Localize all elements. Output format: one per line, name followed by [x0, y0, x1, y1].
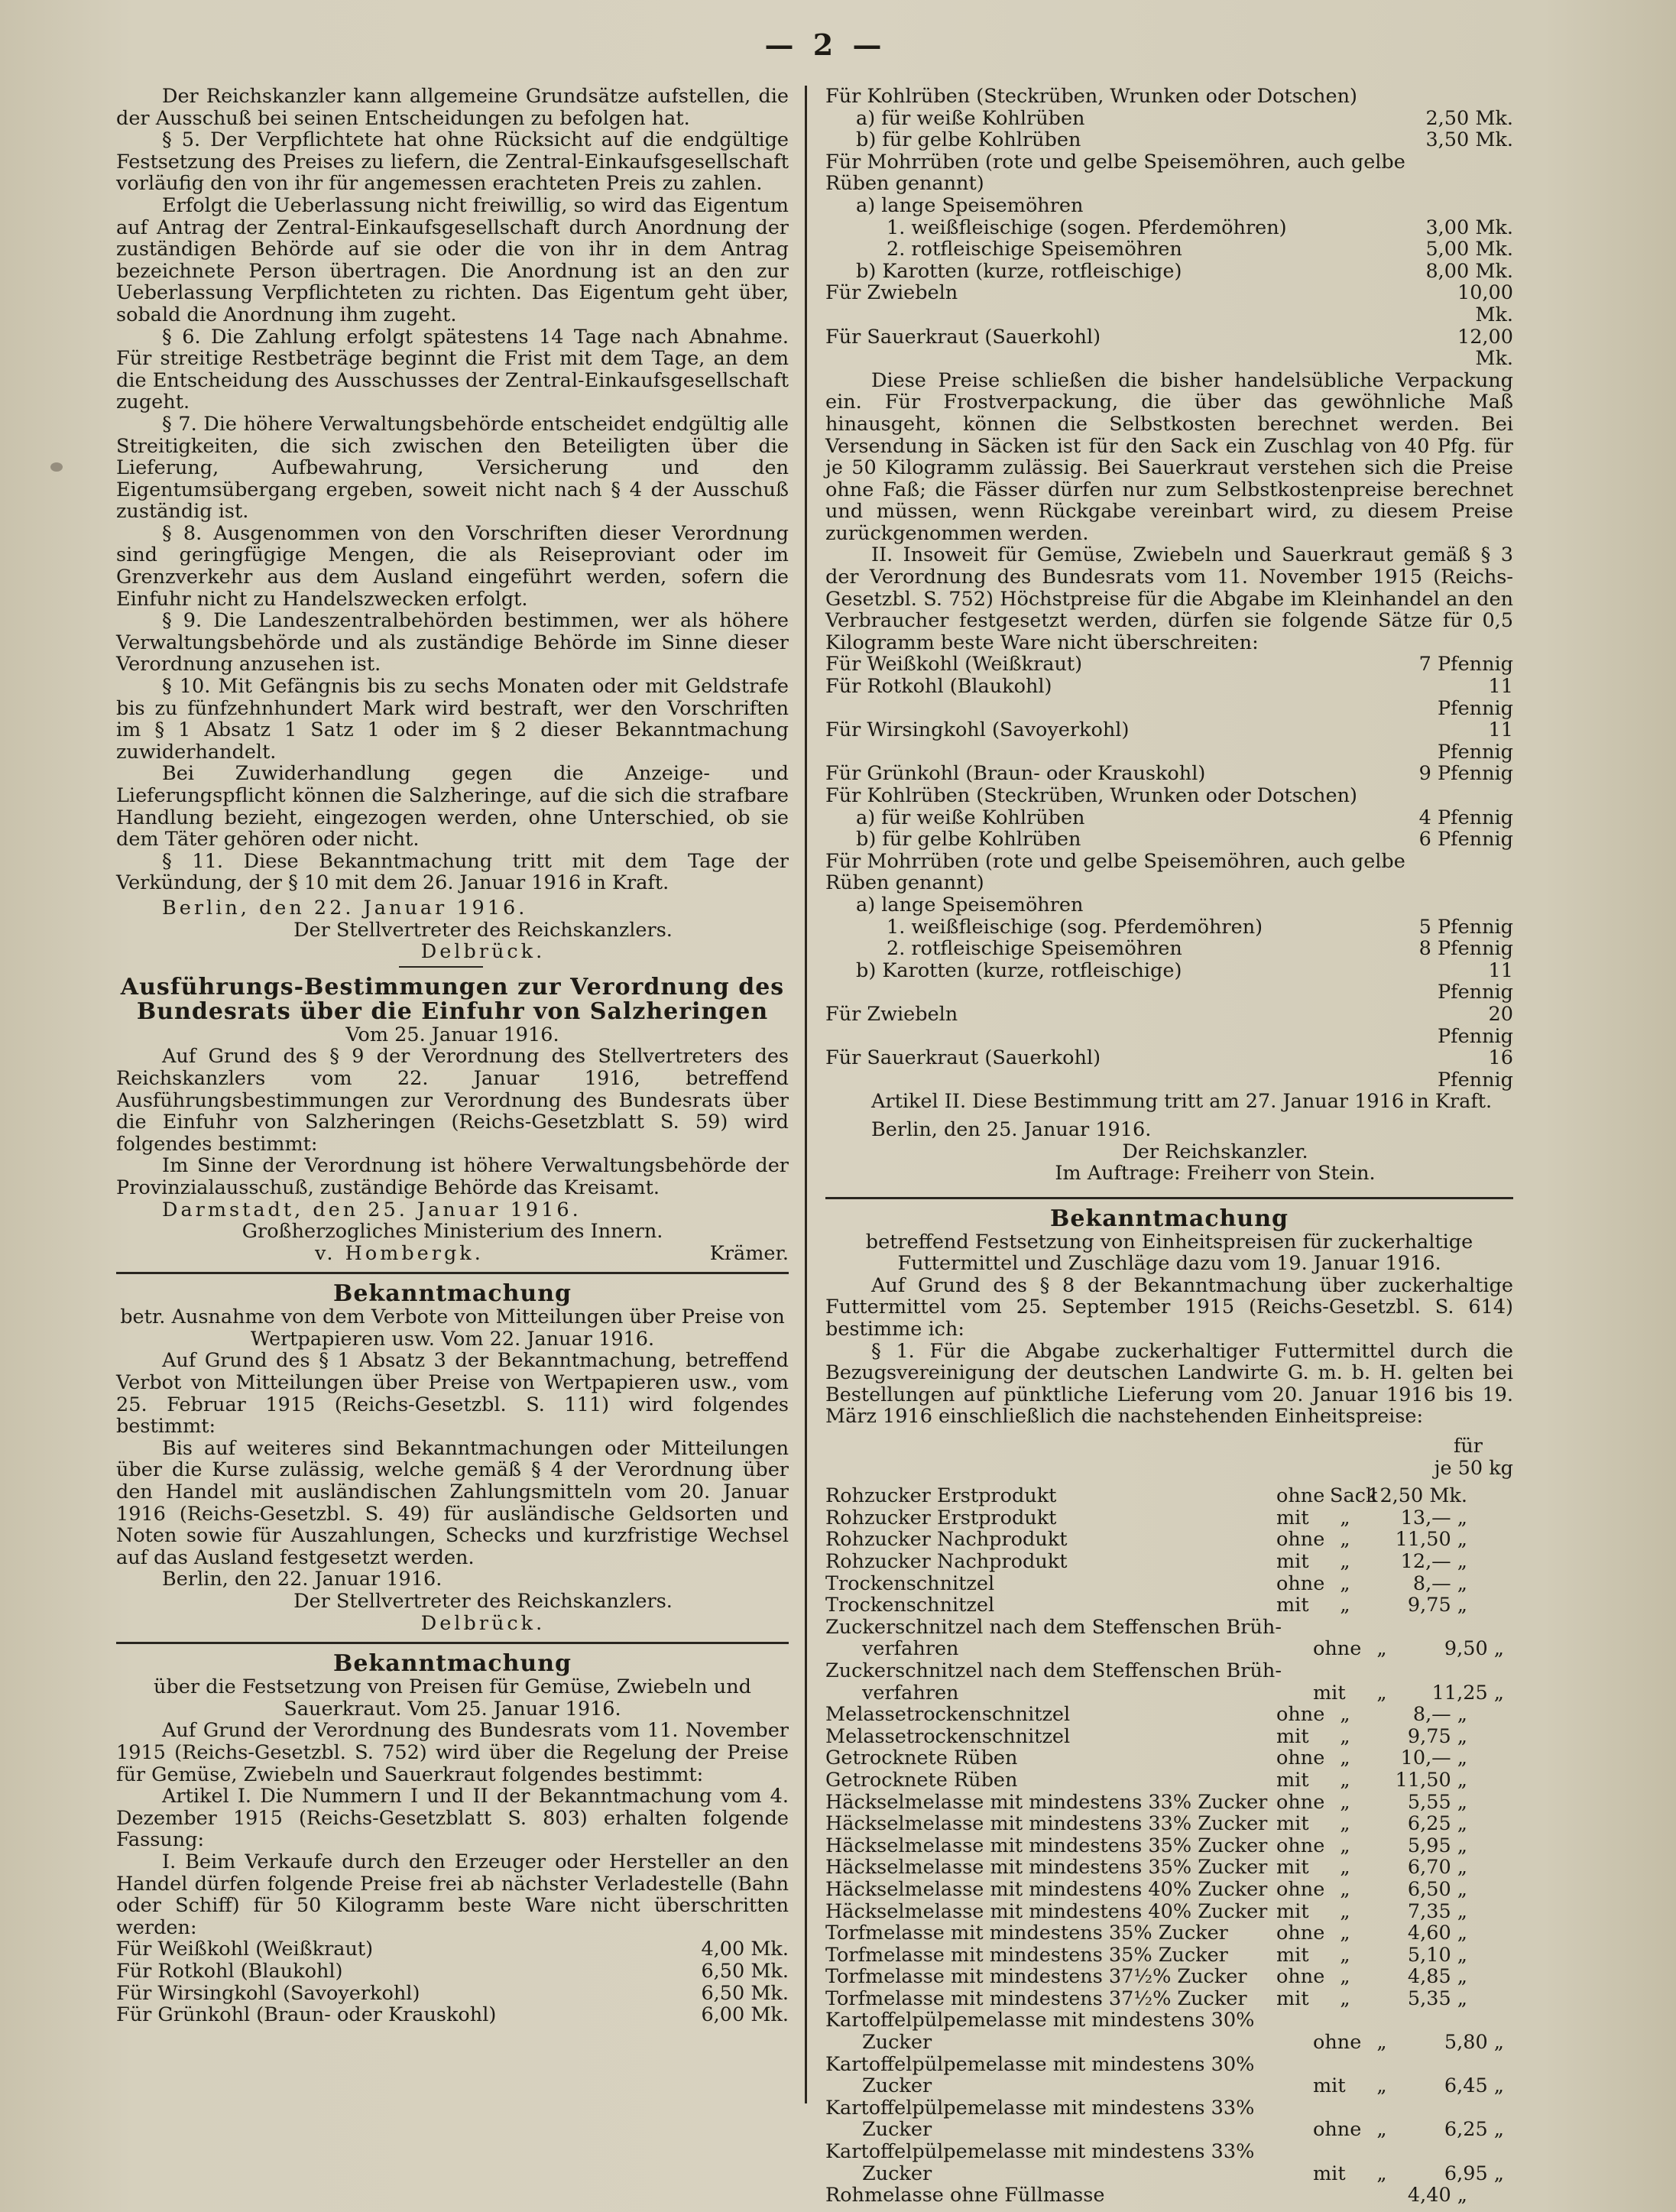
table-row [825, 1922, 1513, 1944]
table-cell-unit: „ [1340, 1856, 1350, 1880]
table-cell-price: 4,85 „ [1407, 1965, 1467, 1989]
table-cell-mode: mit [1276, 1943, 1309, 1967]
price-label: 1. weißfleischige (sog. Pferdemöhren) [887, 915, 1263, 939]
signature-role: Der Stellvertreter des Reichskanzlers. [293, 1590, 673, 1613]
price-value: 3,50 Mk. [1425, 128, 1513, 152]
table-cell-mode: mit [1276, 1899, 1309, 1923]
price-label: Für Zwiebeln [825, 281, 958, 305]
price-label: a) für weiße Kohlrüben [856, 106, 1085, 130]
table-cell-label: Melassetrockenschnitzel [825, 1724, 1071, 1748]
table-row [825, 1944, 1513, 1967]
paragraph: § 10. Mit Gefängnis bis zu sechs Monaten oder mit Geldstrafe bis zu fünfzehnhundert Mark wird bestraft, wer den Vorschriften im § 1 Absatz 1 Satz 1 oder im § 2 dieser Bekanntmachung zuwiderhandelt. [116, 675, 789, 764]
table-row [825, 1660, 1513, 1704]
table-cell-unit: „ [1340, 1550, 1350, 1573]
price-value: 11 Pfennig [1437, 958, 1513, 1004]
price-value: 20 Pfennig [1437, 1002, 1513, 1048]
price-row [825, 282, 1513, 326]
price-value: 10,00 Mk. [1457, 281, 1513, 326]
section-title-wertpapiere: Bekanntmachung [332, 1280, 572, 1308]
price-row [825, 217, 1513, 239]
table-cell-mode: ohne [1276, 1747, 1325, 1770]
table-cell-label: Melassetrockenschnitzel [825, 1703, 1071, 1727]
table-cell-label: Rohmelasse ohne Füllmasse [825, 2184, 1105, 2207]
table-cell-mode: ohne [1276, 1922, 1325, 1945]
price-label: 1. weißfleischige (sogen. Pferdemöhren) [887, 216, 1287, 239]
table-row [825, 1901, 1513, 1923]
price-row [825, 238, 1513, 261]
price-label: b) für gelbe Kohlrüben [856, 128, 1081, 152]
price-label: Für Weißkohl (Weißkraut) [825, 653, 1083, 676]
short-separator [399, 966, 483, 968]
table-cell-mode: ohne [1276, 1703, 1325, 1727]
paragraph: I. Beim Verkaufe durch den Erzeuger oder Hersteller an den Handel dürfen folgende Preise frei ab nächster Verladestelle (Bahn oder Schiff) für 50 Kilogramm beste Ware nicht überschritten werden: [116, 1850, 789, 1939]
table-cell-label: Häckselmelasse mit mindestens 40% Zucker [825, 1899, 1268, 1923]
section-title-salzheringe: Ausführungs-Bestimmungen zur Verordnung des Bundesrats über die Einfuhr von Salzheringen [120, 973, 785, 1025]
table-cell-unit: Sack [1330, 1484, 1378, 1508]
price-label: Für Kohlrüben (Steckrüben, Wrunken oder Dotschen) [825, 784, 1357, 807]
signature-place: Berlin, den 22. Januar 1916. [162, 896, 528, 920]
table-cell-price: 6,95 „ [1444, 2162, 1504, 2185]
paragraph: § 11. Diese Bekanntmachung tritt mit dem Tage der Verkündung, der § 10 mit dem 26. Januar 1916 in Kraft. [116, 849, 789, 895]
table-cell-mode: ohne [1313, 1637, 1362, 1661]
table-cell-label: Kartoffelpülpemelasse mit mindestens 33% [825, 2140, 1255, 2164]
price-label: Für Mohrrüben (rote und gelbe Speisemöhren, auch gelbe Rüben genannt) [825, 150, 1405, 196]
price-label: Für Grünkohl (Braun- oder Krauskohl) [116, 2003, 497, 2027]
signature-place: Berlin, den 25. Januar 1916. [871, 1117, 1152, 1141]
table-cell-price: 13,— „ [1400, 1506, 1467, 1529]
column-divider [805, 86, 807, 2103]
table-cell-mode: mit [1313, 2162, 1346, 2185]
table-cell-price: 4,40 „ [1407, 2184, 1467, 2207]
right-column [825, 86, 1513, 2207]
table-cell-label: Häckselmelasse mit mindestens 33% Zucker [825, 1812, 1268, 1836]
table-cell-label: Häckselmelasse mit mindestens 35% Zucker [825, 1856, 1268, 1880]
signature-name: Delbrück. [420, 940, 546, 964]
section-title-gemuese: Bekanntmachung [332, 1650, 572, 1678]
table-row [825, 1507, 1513, 1529]
table-cell-label: Trockenschnitzel [825, 1594, 995, 1617]
price-list [116, 1938, 789, 2026]
price-value: 4,00 Mk. [701, 1938, 789, 1961]
price-value: 6,50 Mk. [701, 1959, 789, 1983]
price-row [825, 807, 1513, 829]
price-value: 2,50 Mk. [1425, 106, 1513, 130]
paragraph: § 8. Ausgenommen von den Vorschriften dieser Verordnung sind geringfügige Mengen, die als Reiseproviant oder im Grenzverkehr aus dem Ausland eingeführt werden, sofern die Einfuhr nicht zu Handelszwecken erfolgt. [116, 521, 789, 611]
paragraph: § 5. Der Verpflichtete hat ohne Rücksicht auf die endgültige Festsetzung des Preises zu liefern, die Zentral-Einkaufsgesellschaft vorläufig den von ihr für angemessen erachteten Preis zu zahlen. [116, 128, 789, 196]
table-cell-unit: „ [1340, 1747, 1350, 1770]
table-cell-price: 6,50 „ [1407, 1877, 1467, 1901]
section-title-futtermittel: Bekanntmachung [1049, 1205, 1289, 1232]
price-row [825, 86, 1513, 108]
price-label: Für Grünkohl (Braun- oder Krauskohl) [825, 762, 1206, 786]
table-cell-mode: ohne [1313, 2118, 1362, 2142]
table-cell-unit: „ [1376, 1681, 1387, 1704]
table-row [825, 1813, 1513, 1835]
price-row [116, 2004, 789, 2026]
table-cell-label: Häckselmelasse mit mindestens 40% Zucker [825, 1877, 1268, 1901]
table-row [825, 2141, 1513, 2184]
price-row [825, 719, 1513, 763]
price-label: 2. rotfleischige Speisemöhren [887, 937, 1182, 961]
table-cell-mode: ohne [1276, 1877, 1325, 1901]
paragraph: § 9. Die Landeszentralbehörden bestimmen, wer als höhere Verwaltungsbehörde und als zuständige Behörde im Sinne dieser Verordnung anzusehen ist. [116, 609, 789, 676]
table-cell-unit: „ [1340, 1899, 1350, 1923]
table-cell-price: 11,50 „ [1395, 1768, 1467, 1792]
price-value: 8,00 Mk. [1425, 259, 1513, 283]
paragraph: § 6. Die Zahlung erfolgt spätestens 14 Tage nach Abnahme. Für streitige Restbeträge beginnt die Frist mit dem Tage, an dem die Entscheidung des Ausschusses der Zentral-Einkaufsgesellschaft zugeht. [116, 325, 789, 414]
table-cell-label: Kartoffelpülpemelasse mit mindestens 33% [825, 2096, 1255, 2120]
price-label: Für Wirsingkohl (Savoyerkohl) [825, 718, 1130, 742]
price-value: 5,00 Mk. [1425, 238, 1513, 261]
table-cell-mode: mit [1276, 1550, 1309, 1573]
table-cell-unit: „ [1340, 1571, 1350, 1595]
table-cell-unit: „ [1340, 1790, 1350, 1814]
table-cell-price: 12,50 Mk. [1367, 1484, 1467, 1508]
table-row [825, 1594, 1513, 1617]
table-cell-mode: mit [1276, 1724, 1309, 1748]
table-cell-unit: „ [1340, 1768, 1350, 1792]
price-value: 16 Pfennig [1437, 1046, 1513, 1091]
table-header: für [1453, 1435, 1483, 1458]
paragraph: Auf Grund der Verordnung des Bundesrats vom 11. November 1915 (Reichs-Gesetzbl. S. 752) wird über die Regelung der Preise für Gemüse, Zwiebeln und Sauerkraut folgendes bestimmt: [116, 1719, 789, 1786]
table-row [825, 2184, 1513, 2207]
paragraph: Der Reichskanzler kann allgemeine Grundsätze aufstellen, die der Ausschuß bei seinen Entscheidungen zu befolgen hat. [116, 85, 789, 130]
paragraph: Artikel II. Diese Bestimmung tritt am 27. Januar 1916 in Kraft. [871, 1090, 1493, 1114]
price-label: Für Zwiebeln [825, 1002, 958, 1026]
table-row [825, 2097, 1513, 2141]
table-cell-unit: „ [1340, 1528, 1350, 1552]
table-cell-label: Zucker [862, 2162, 932, 2185]
table-cell-label: Zuckerschnitzel nach dem Steffenschen Brüh- [825, 1659, 1282, 1682]
table-row [825, 2009, 1513, 2053]
section-separator [825, 1197, 1513, 1199]
price-label: a) für weiße Kohlrüben [856, 806, 1085, 829]
paragraph: Auf Grund des § 8 der Bekanntmachung über zuckerhaltige Futtermittel vom 25. September 1915 (Reichs-Gesetzbl. S. 614) bestimme ich: [825, 1273, 1513, 1341]
signature-role: Der Reichskanzler. [1122, 1140, 1308, 1163]
signature-role: Der Stellvertreter des Reichskanzlers. [293, 918, 673, 942]
signature-place: Berlin, den 22. Januar 1916. [162, 1568, 443, 1591]
table-cell-mode: ohne [1276, 1571, 1325, 1595]
table-cell-label: Rohzucker Nachprodukt [825, 1550, 1068, 1573]
section-separator [116, 1642, 789, 1644]
price-value: 11 Pfennig [1437, 718, 1513, 764]
price-label: b) für gelbe Kohlrüben [856, 828, 1081, 851]
table-cell-label: Torfmelasse mit mindestens 37½% Zucker [825, 1965, 1247, 1989]
table-cell-label: Rohzucker Erstprodukt [825, 1484, 1057, 1508]
price-label: Für Rotkohl (Blaukohl) [116, 1959, 343, 1983]
table-row [825, 1551, 1513, 1573]
table-cell-label: Zucker [862, 2031, 932, 2055]
table-cell-unit: „ [1376, 1637, 1387, 1661]
paragraph: § 1. Für die Abgabe zuckerhaltiger Futtermittel durch die Bezugsvereinigung der deutschen Landwirte G. m. b. H. gelten bei Bestellungen auf pünktliche Lieferung vom 20. Januar 1916 bis 19. März 1916 einschließlich die nachstehenden Einheitspreise: [825, 1339, 1513, 1429]
price-list-wholesale [825, 86, 1513, 370]
table-row [825, 1617, 1513, 1660]
price-row [116, 1961, 789, 1983]
table-cell-price: 5,55 „ [1407, 1790, 1467, 1814]
table-cell-mode: ohne [1276, 1834, 1325, 1857]
price-label: b) Karotten (kurze, rotfleischige) [856, 958, 1182, 982]
table-cell-price: 8,— „ [1412, 1571, 1467, 1595]
paragraph: Im Sinne der Verordnung ist höhere Verwaltungsbehörde der Provinzialausschuß, zuständige Behörde das Kreisamt. [116, 1154, 789, 1199]
table-cell-unit: „ [1376, 2162, 1387, 2185]
table-cell-price: 11,50 „ [1395, 1528, 1467, 1552]
price-row [825, 1004, 1513, 1047]
table-row [825, 1769, 1513, 1792]
signature-name: v. Hombergk. [315, 1241, 484, 1265]
table-row [825, 1857, 1513, 1879]
table-cell-label: Getrocknete Rüben [825, 1747, 1018, 1770]
signature-name: Krämer. [709, 1241, 789, 1265]
price-row [825, 1047, 1513, 1091]
table-cell-unit: „ [1340, 1594, 1350, 1617]
price-value: 11 Pfennig [1437, 675, 1513, 720]
table-cell-label: verfahren [862, 1681, 959, 1704]
table-cell-mode: mit [1276, 1856, 1309, 1880]
table-row [825, 1529, 1513, 1551]
signature-place: Darmstadt, den 25. Januar 1916. [162, 1198, 582, 1221]
table-cell-price: 6,25 „ [1444, 2118, 1504, 2142]
table-cell-mode: mit [1276, 1987, 1309, 2010]
paragraph: Bei Zuwiderhandlung gegen die Anzeige- und Lieferungspflicht können die Salzheringe, auf die sich die strafbare Handlung bezieht, eingezogen werden, ohne Unterschied, ob sie dem Täter gehören oder nicht. [116, 762, 789, 851]
table-cell-label: Trockenschnitzel [825, 1571, 995, 1595]
price-row [116, 1938, 789, 1961]
price-row [825, 195, 1513, 217]
table-cell-label: Häckselmelasse mit mindestens 33% Zucker [825, 1790, 1268, 1814]
table-cell-price: 11,25 „ [1431, 1681, 1504, 1704]
price-value: 5 Pfennig [1418, 915, 1513, 939]
table-cell-label: Getrocknete Rüben [825, 1768, 1018, 1792]
table-cell-price: 5,10 „ [1407, 1943, 1467, 1967]
table-row [825, 1792, 1513, 1814]
section-subtitle: über die Festsetzung von Preisen für Gemüse, Zwiebeln und Sauerkraut. Vom 25. Januar 1916. [154, 1675, 751, 1721]
price-row [825, 129, 1513, 151]
price-label: Für Weißkohl (Weißkraut) [116, 1938, 374, 1961]
table-cell-label: Torfmelasse mit mindestens 35% Zucker [825, 1922, 1228, 1945]
price-row [825, 326, 1513, 370]
price-value: 6 Pfennig [1418, 828, 1513, 851]
table-cell-unit: „ [1376, 2074, 1387, 2098]
price-label: Für Sauerkraut (Sauerkohl) [825, 325, 1101, 349]
table-header: je 50 kg [1434, 1456, 1513, 1480]
table-cell-price: 5,80 „ [1444, 2031, 1504, 2055]
signature-name: Delbrück. [420, 1611, 546, 1635]
table-cell-label: Torfmelasse mit mindestens 35% Zucker [825, 1943, 1228, 1967]
table-cell-unit: „ [1340, 1922, 1350, 1945]
price-label: Für Rotkohl (Blaukohl) [825, 675, 1052, 699]
table-cell-price: 9,75 „ [1407, 1724, 1467, 1748]
paragraph: Bis auf weiteres sind Bekanntmachungen oder Mitteilungen über die Kurse zulässig, welche gemäß § 4 der Verordnung über den Handel mit ausländischen Zahlungsmitteln vom 20. Januar 1916 (Reichs-Gesetzbl. S. 49) für ausländische Geldsorten und Noten sowie für Auszahlungen, Schecks und kurzfristige Wechsel auf das Ausland festgesetzt werden. [116, 1436, 789, 1569]
price-row [825, 108, 1513, 130]
table-row [825, 1747, 1513, 1769]
table-row [825, 1835, 1513, 1857]
signature-role: Großherzogliches Ministerium des Innern. [242, 1220, 663, 1244]
table-cell-price: 12,— „ [1400, 1550, 1467, 1573]
paragraph: Auf Grund des § 9 der Verordnung des Stellvertreters des Reichskanzlers vom 22. Januar 1916, betreffend Ausführungsbestimmungen zur Verordnung des Bundesrats über die Einfuhr von Salzheringen (Reichs-Gesetzblatt S. 59) wird folgendes bestimmt: [116, 1045, 789, 1156]
price-label: a) lange Speisemöhren [856, 893, 1084, 916]
table-cell-mode: mit [1276, 1594, 1309, 1617]
table-cell-mode: mit [1276, 1812, 1309, 1836]
table-cell-mode: ohne [1313, 2031, 1362, 2055]
price-value: 12,00 Mk. [1457, 325, 1513, 371]
price-row [825, 851, 1513, 894]
table-cell-price: 9,75 „ [1407, 1594, 1467, 1617]
section-subtitle: betreffend Festsetzung von Einheitspreisen für zuckerhaltige Futtermittel und Zuschläge dazu vom 19. Januar 1916. [865, 1230, 1473, 1276]
table-cell-label: Zucker [862, 2074, 932, 2098]
table-row [825, 1704, 1513, 1726]
price-value: 4 Pfennig [1418, 806, 1513, 829]
table-row [825, 1988, 1513, 2010]
table-cell-price: 8,— „ [1412, 1703, 1467, 1727]
paragraph: Artikel I. Die Nummern I und II der Bekanntmachung vom 4. Dezember 1915 (Reichs-Gesetzblatt S. 803) erhalten folgende Fassung: [116, 1785, 789, 1852]
paragraph: § 7. Die höhere Verwaltungsbehörde entscheidet endgültig alle Streitigkeiten, die sich zwischen den Beteiligten über die Lieferung, Aufbewahrung, Versicherung und den Eigentumsübergang ergeben, soweit nicht nach § 4 der Ausschuß zuständig ist. [116, 412, 789, 524]
table-cell-mode: ohne [1276, 1790, 1325, 1814]
table-cell-price: 10,— „ [1400, 1747, 1467, 1770]
table-cell-mode: mit [1276, 1768, 1309, 1792]
table-cell-unit: „ [1340, 1965, 1350, 1989]
table-cell-label: Häckselmelasse mit mindestens 35% Zucker [825, 1834, 1268, 1857]
table-cell-unit: „ [1340, 1724, 1350, 1748]
price-value: 9 Pfennig [1418, 762, 1513, 786]
table-cell-price: 4,60 „ [1407, 1922, 1467, 1945]
paragraph: Diese Preise schließen die bisher handelsübliche Verpackung ein. Für Frostverpackung, die über das gewöhnliche Maß hinausgeht, können die Selbstkosten berechnet werden. Bei Versendung in Säcken ist für den Sack ein Zuschlag von 40 Pfg. für je 50 Kilogramm zulässig. Bei Sauerkraut verstehen sich die Preise ohne Faß; die Fässer dürfen nur zum Selbstkostenpreise berechnet und müssen, wenn Rückgabe vereinbart wird, zu diesem Preise zurückgenommen werden. [825, 368, 1513, 545]
price-row [825, 763, 1513, 785]
table-cell-label: verfahren [862, 1637, 959, 1661]
table-cell-label: Zucker [862, 2118, 932, 2142]
table-row [825, 1726, 1513, 1748]
price-value: 6,50 Mk. [701, 1981, 789, 2005]
price-row [825, 261, 1513, 283]
left-column [116, 86, 789, 2026]
price-row [825, 829, 1513, 851]
paragraph: Auf Grund des § 1 Absatz 3 der Bekanntmachung, betreffend Verbot von Mitteilungen über Preise von Wertpapieren usw., vom 25. Februar 1915 (Reichs-Gesetzbl. S. 111) wird folgendes bestimmt: [116, 1349, 789, 1438]
price-label: Für Kohlrüben (Steckrüben, Wrunken oder Dotschen) [825, 85, 1357, 108]
price-row [825, 676, 1513, 719]
price-value: 3,00 Mk. [1425, 216, 1513, 239]
table-cell-mode: mit [1313, 2074, 1346, 2098]
price-row [825, 960, 1513, 1004]
paragraph: II. Insoweit für Gemüse, Zwiebeln und Sauerkraut gemäß § 3 der Verordnung des Bundesrats vom 11. November 1915 (Reichs-Gesetzbl. S. 752) Höchstpreise für die Abgabe im Kleinhandel an den Verbraucher festgesetzt werden, dürfen sie folgende Sätze für 0,5 Kilogramm beste Ware nicht überschreiten: [825, 543, 1513, 654]
table-cell-price: 6,70 „ [1407, 1856, 1467, 1880]
table-cell-label: Rohzucker Erstprodukt [825, 1506, 1057, 1529]
table-cell-mode: ohne [1276, 1528, 1325, 1552]
table-cell-label: Zuckerschnitzel nach dem Steffenschen Brüh- [825, 1615, 1282, 1639]
page-number: — 2 — [764, 28, 887, 62]
table-cell-price: 5,95 „ [1407, 1834, 1467, 1857]
table-cell-price: 7,35 „ [1407, 1899, 1467, 1923]
price-label: b) Karotten (kurze, rotfleischige) [856, 259, 1182, 283]
table-cell-unit: „ [1376, 2118, 1387, 2142]
table-cell-price: 5,35 „ [1407, 1987, 1467, 2010]
paper-stain [50, 462, 63, 472]
price-row [825, 151, 1513, 195]
price-row [116, 1983, 789, 2005]
table-row [825, 1879, 1513, 1901]
section-separator [116, 1272, 789, 1274]
table-cell-label: Rohzucker Nachprodukt [825, 1528, 1068, 1552]
section-subtitle: betr. Ausnahme von dem Verbote von Mitteilungen über Preise von Wertpapieren usw. Vom 22. Januar 1916. [120, 1305, 785, 1351]
price-row [825, 938, 1513, 960]
table-cell-label: Kartoffelpülpemelasse mit mindestens 30% [825, 2052, 1255, 2076]
table-cell-mode: mit [1313, 1681, 1346, 1704]
table-row [825, 1966, 1513, 1988]
signature-line [116, 1243, 789, 1265]
price-label: Für Mohrrüben (rote und gelbe Speisemöhren, auch gelbe Rüben genannt) [825, 849, 1405, 895]
table-cell-label: Kartoffelpülpemelasse mit mindestens 30% [825, 2009, 1255, 2032]
price-value: 8 Pfennig [1418, 937, 1513, 961]
paragraph: Erfolgt die Ueberlassung nicht freiwillig, so wird das Eigentum auf Antrag der Zentral-Einkaufsgesellschaft durch Anordnung der zuständigen Behörde auf sie oder die von ihr in dem Antrag bezeichnete Person übertragen. Die Anordnung ist an den zur Ueberlassung Verpflichteten zu richten. Das Eigentum geht über, sobald die Anordnung ihm zugeht. [116, 193, 789, 326]
table-cell-price: 9,50 „ [1444, 1637, 1504, 1661]
table-cell-unit: „ [1340, 1812, 1350, 1836]
ordinance-continuation [116, 86, 789, 894]
price-row [825, 916, 1513, 939]
table-row [825, 1573, 1513, 1595]
table-cell-unit: „ [1340, 1987, 1350, 2010]
table-cell-unit: „ [1376, 2031, 1387, 2055]
table-cell-unit: „ [1340, 1703, 1350, 1727]
table-cell-mode: ohne [1276, 1484, 1325, 1508]
table-row [825, 1485, 1513, 1507]
table-cell-mode: ohne [1276, 1965, 1325, 1989]
table-cell-unit: „ [1340, 1877, 1350, 1901]
price-value: 7 Pfennig [1418, 653, 1513, 676]
signature-name: Im Auftrage: Freiherr von Stein. [1055, 1162, 1376, 1185]
table-cell-unit: „ [1340, 1834, 1350, 1857]
price-row [825, 894, 1513, 916]
price-label: 2. rotfleischige Speisemöhren [887, 238, 1182, 261]
table-cell-unit: „ [1340, 1943, 1350, 1967]
price-label: Für Sauerkraut (Sauerkohl) [825, 1046, 1101, 1070]
table-cell-label: Torfmelasse mit mindestens 37½% Zucker [825, 1987, 1247, 2010]
price-row [825, 654, 1513, 676]
table-row [825, 2054, 1513, 2097]
table-cell-price: 6,45 „ [1444, 2074, 1504, 2098]
price-value: 6,00 Mk. [701, 2003, 789, 2027]
feed-price-table [825, 1485, 1513, 2207]
table-cell-unit: „ [1340, 1506, 1350, 1529]
price-label: Für Wirsingkohl (Savoyerkohl) [116, 1981, 420, 2005]
price-row [825, 785, 1513, 807]
table-cell-price: 6,25 „ [1407, 1812, 1467, 1836]
table-cell-mode: mit [1276, 1506, 1309, 1529]
price-label: a) lange Speisemöhren [856, 193, 1084, 217]
price-list-retail [825, 654, 1513, 1091]
section-date: Vom 25. Januar 1916. [345, 1023, 559, 1046]
